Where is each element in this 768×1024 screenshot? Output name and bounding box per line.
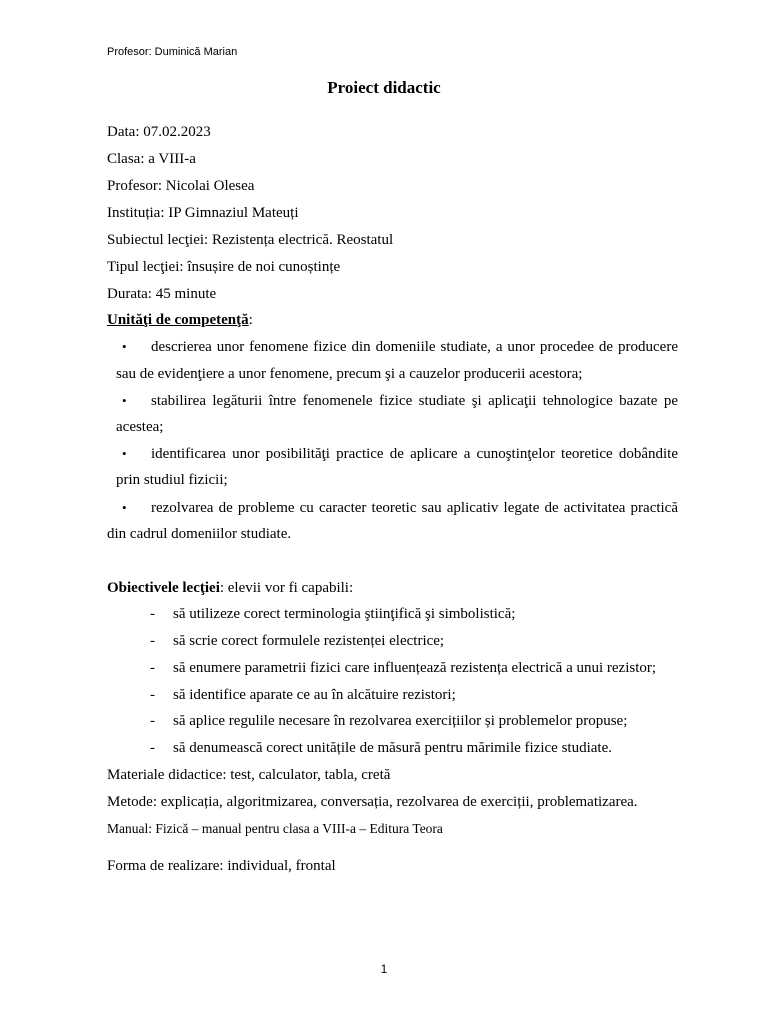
competence-item-2-line2: acestea; [116,419,164,435]
forma-line: Forma de realizare: individual, frontal [107,858,336,874]
info-subiect: Subiectul lecţiei: Rezistența electrică. Reostatul [107,232,394,248]
dash-marker: - [150,740,155,756]
competence-item-3-line2: prin studiul fizicii; [116,472,228,488]
info-profesor: Profesor: Nicolai Olesea [107,178,255,194]
obiective-heading [107,580,353,597]
competence-item-2-line1: stabilirea legăturii între fenomenele fizice studiate şi aplicaţii tehnologice bazate pe [151,393,678,409]
dash-marker: - [150,713,155,729]
bullet-icon: • [122,446,127,461]
info-clasa: Clasa: a VIII-a [107,151,196,167]
bullet-icon: • [122,393,127,408]
page-header: Profesor: Duminică Marian [107,46,238,58]
dash-marker: - [150,660,155,676]
competence-item-4-line2: din cadrul domeniilor studiate. [107,526,292,542]
manual-line: Manual: Fizică – manual pentru clasa a VIII-a – Editura Teora [107,821,443,836]
page-number: 1 [380,962,388,976]
info-tipul: Tipul lecţiei: însușire de noi cunoștințe [107,259,341,275]
dash-marker: - [150,687,155,703]
dash-marker: - [150,606,155,622]
metode-line: Metode: explicația, algoritmizarea, conversația, rezolvarea de exerciții, problematizarea. [107,794,638,810]
competente-label: Unităţi de competenţă [107,312,249,328]
info-data: Data: 07.02.2023 [107,124,211,140]
bullet-icon: • [122,500,127,515]
obiective-suffix: : elevii vor fi capabili: [219,580,354,596]
document-title: Proiect didactic [327,78,441,97]
materiale-line: Materiale didactice: test, calculator, tabla, cretă [107,767,391,783]
competence-item-3-line1: identificarea unor posibilităţi practice de aplicare a cunoştinţelor teoretice dobândite [151,446,678,462]
bullet-icon: • [122,339,127,354]
objective-item-3: să enumere parametrii fizici care influențează rezistența electrică a unui rezistor; [173,660,657,676]
objective-item-6: să denumească corect unitățile de măsură pentru mărimile fizice studiate. [173,740,612,756]
info-durata: Durata: 45 minute [107,286,217,302]
competente-heading [107,312,253,329]
objective-item-2: să scrie corect formulele rezistenței electrice; [173,633,445,649]
objective-item-4: să identifice aparate ce au în alcătuire rezistori; [173,687,456,703]
competence-item-1-line1: descrierea unor fenomene fizice din domeniile studiate, a unor procedee de producere [151,339,678,355]
dash-marker: - [150,633,155,649]
objective-item-5: să aplice regulile necesare în rezolvarea exercițiilor și problemelor propuse; [173,713,628,729]
competente-suffix: : [248,312,253,328]
competence-item-4-line1: rezolvarea de probleme cu caracter teoretic sau aplicativ legate de activitatea practică [151,500,678,516]
objective-item-1: să utilizeze corect terminologia ştiinţifică şi simbolistică; [173,606,516,622]
competence-item-1-line2: sau de evidenţiere a unor fenomene, precum şi a cauzelor producerii acestora; [116,366,583,382]
obiective-label: Obiectivele lecţiei [107,580,220,596]
info-institutia: Instituția: IP Gimnaziul Mateuți [107,205,299,221]
